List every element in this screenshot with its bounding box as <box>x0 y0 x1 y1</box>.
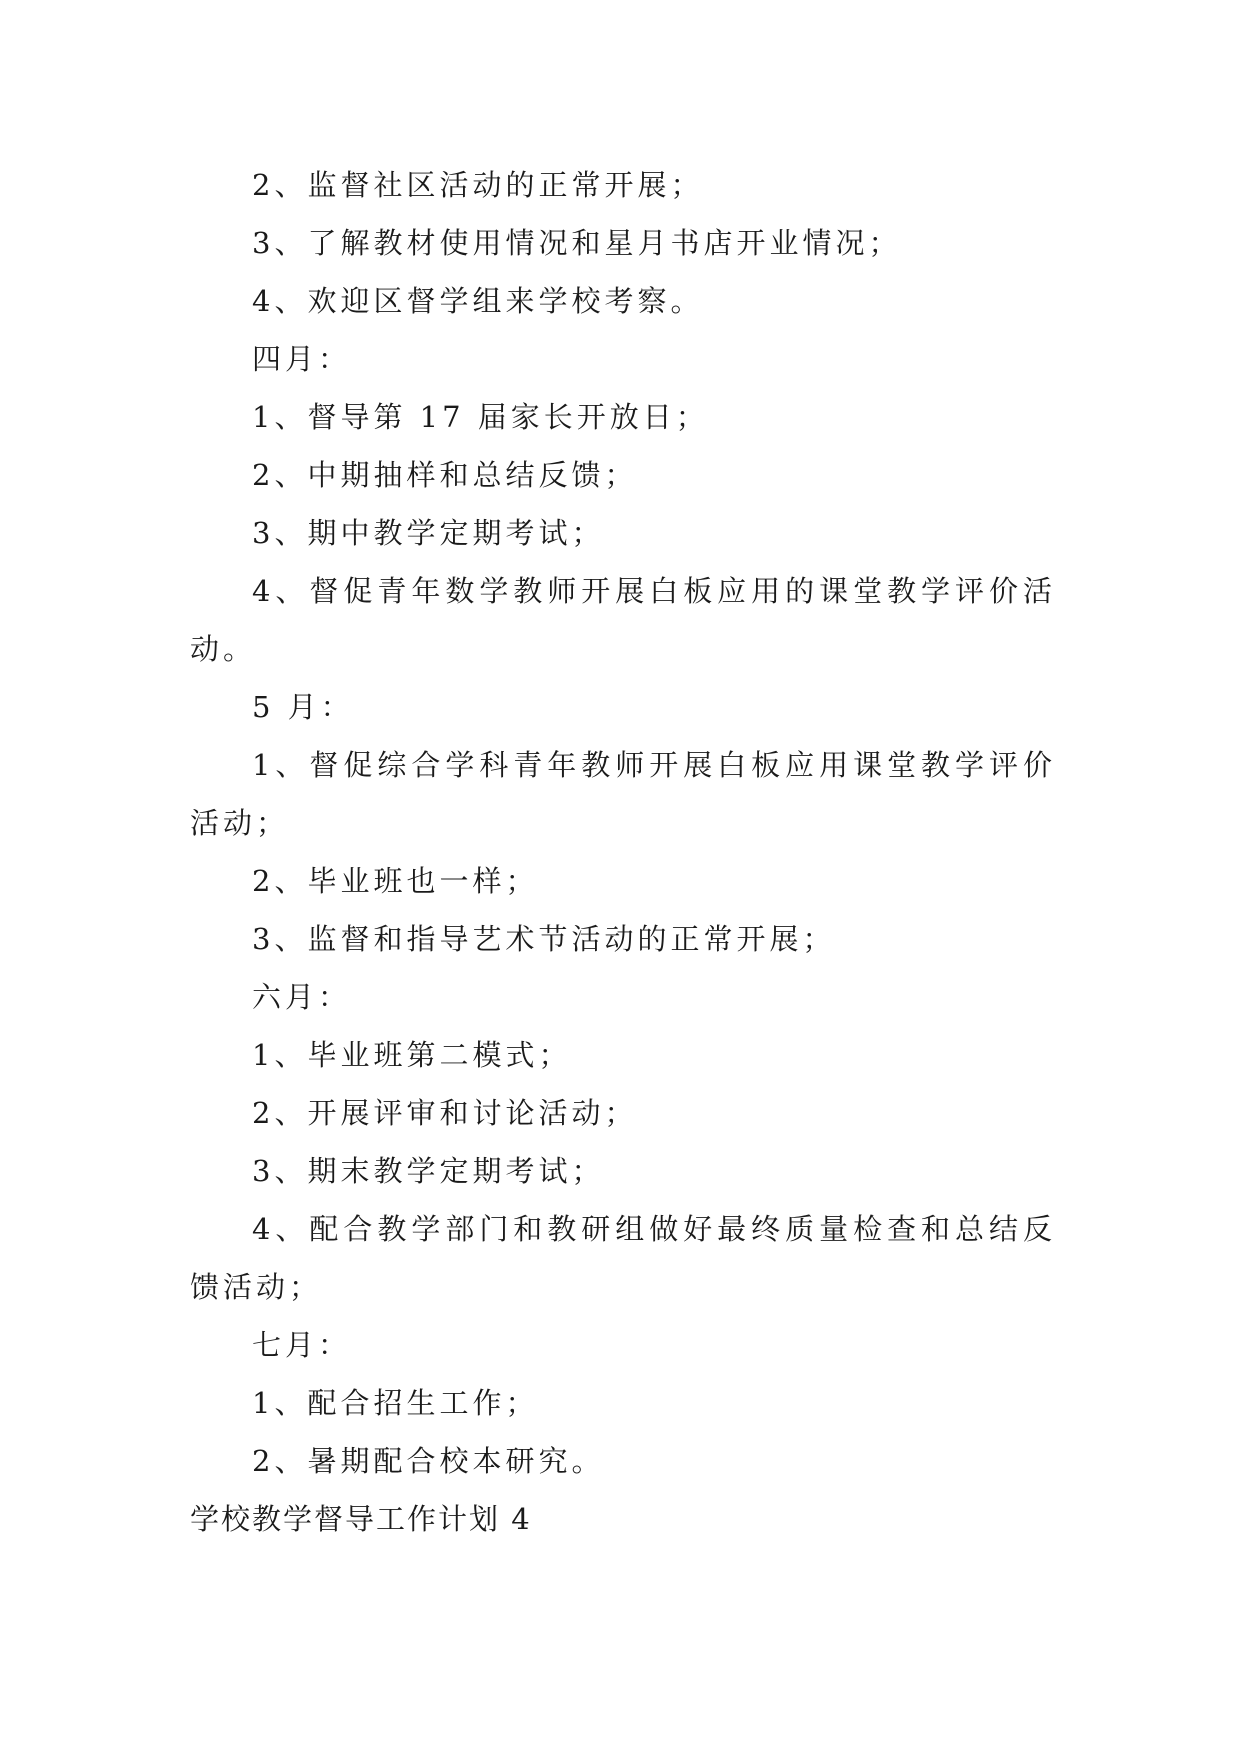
text-line: 3、期末教学定期考试； <box>252 1154 605 1188</box>
text-line: 3、监督和指导艺术节活动的正常开展； <box>252 922 836 956</box>
text-line: 2、开展评审和讨论活动； <box>252 1096 638 1130</box>
text-line: 2、监督社区活动的正常开展； <box>252 168 704 202</box>
text-line: 4、欢迎区督学组来学校考察。 <box>252 284 704 318</box>
text-line: 4、督促青年数学教师开展白板应用的课堂教学评价活 <box>252 574 1052 608</box>
text-line: 3、期中教学定期考试； <box>252 516 605 550</box>
text-line: 1、毕业班第二模式； <box>252 1038 572 1072</box>
text-line: 1、督促综合学科青年教师开展白板应用课堂教学评价 <box>252 748 1052 782</box>
section-heading-april: 四月： <box>252 342 352 376</box>
text-line: 2、毕业班也一样； <box>252 864 539 898</box>
section-heading-may: 5 月： <box>252 690 354 724</box>
text-line-continuation: 动。 <box>190 632 257 666</box>
section-heading-july: 七月： <box>252 1328 352 1362</box>
document-heading: 学校教学督导工作计划 4 <box>190 1502 532 1536</box>
text-line: 3、了解教材使用情况和星月书店开业情况； <box>252 226 902 260</box>
text-line: 1、配合招生工作； <box>252 1386 539 1420</box>
text-line-continuation: 馈活动； <box>190 1270 323 1304</box>
text-line: 2、暑期配合校本研究。 <box>252 1444 605 1478</box>
text-line-continuation: 活动； <box>190 806 290 840</box>
text-line: 2、中期抽样和总结反馈； <box>252 458 638 492</box>
text-line: 4、配合教学部门和教研组做好最终质量检查和总结反 <box>252 1212 1052 1246</box>
text-line: 1、督导第 17 届家长开放日； <box>252 400 709 434</box>
section-heading-june: 六月： <box>252 980 352 1014</box>
